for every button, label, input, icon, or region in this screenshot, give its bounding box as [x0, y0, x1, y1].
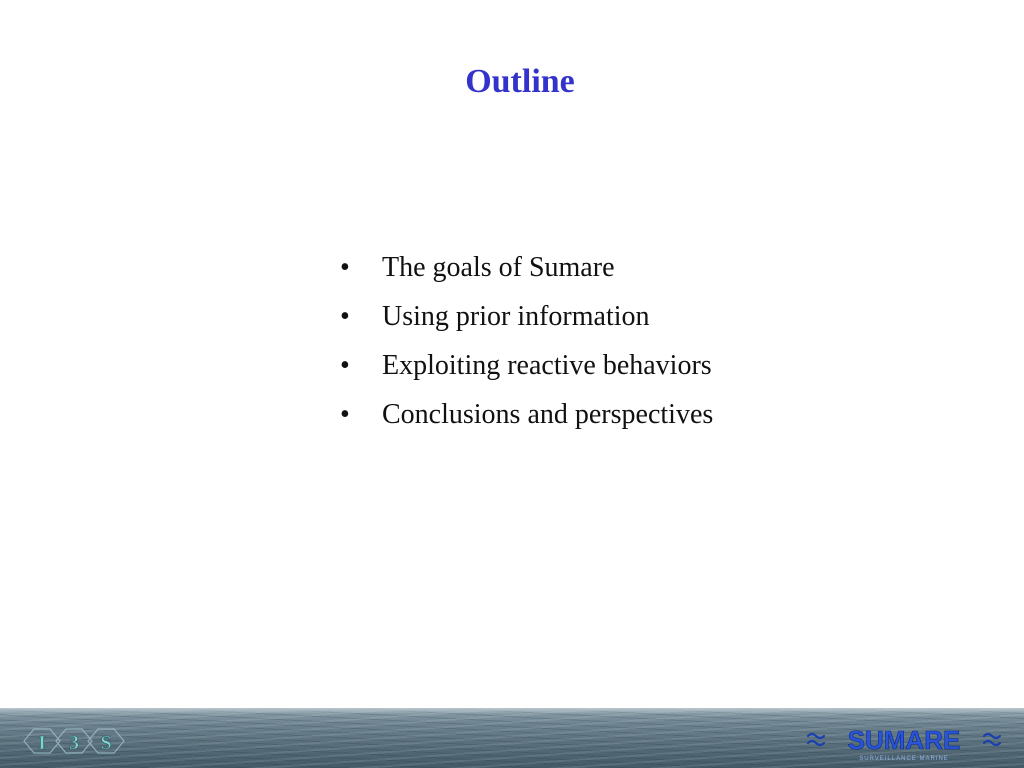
list-item	[340, 346, 713, 395]
bullet-dot-icon: •	[340, 350, 350, 381]
bullet-dot-icon: •	[340, 252, 350, 283]
list-item-text: Using prior information	[382, 301, 650, 332]
list-item	[340, 395, 713, 444]
list-item-text: The goals of Sumare	[382, 252, 615, 283]
svg-text:S: S	[100, 732, 112, 754]
bullet-dot-icon: •	[340, 301, 350, 332]
bullet-list	[340, 248, 713, 444]
svg-text:3: 3	[69, 732, 79, 754]
list-item	[340, 297, 713, 346]
list-item-text: Conclusions and perspectives	[382, 399, 714, 430]
i3s-logo	[22, 724, 126, 758]
footer-sea-banner	[0, 708, 1024, 768]
svg-text:I: I	[38, 732, 46, 754]
list-item-text: Exploiting reactive behaviors	[382, 350, 712, 381]
bullet-dot-icon: •	[340, 399, 350, 430]
svg-text:SUMARE: SUMARE	[847, 725, 961, 755]
slide-title: Outline	[465, 63, 575, 100]
svg-text:SURVEILLANCE MARINE: SURVEILLANCE MARINE	[859, 756, 949, 762]
footer-highlight	[0, 708, 1024, 714]
list-item	[340, 248, 713, 297]
sumare-logo	[806, 720, 1006, 764]
